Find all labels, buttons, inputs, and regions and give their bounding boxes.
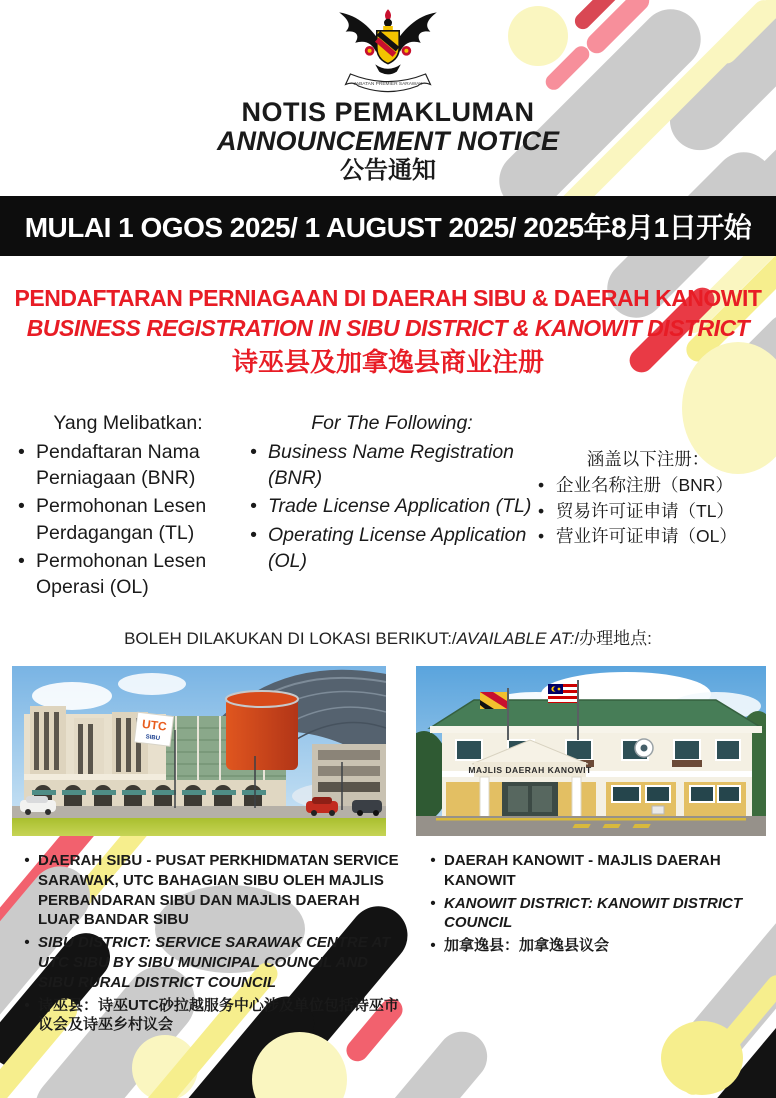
column-english-header: For The Following: [311,412,473,434]
heading-malay: PENDAFTARAN PERNIAGAAN DI DAERAH SIBU & DAERAH KANOWIT [14,285,762,311]
registration-heading [0,284,776,380]
list-item-text: 贸易许可证申请（TL） [556,500,734,521]
list-item [14,933,400,992]
locations-chinese: /办理地点: [574,629,652,648]
sibu-item-english: SIBU DISTRICT: SERVICE SARAWAK CENTRE AT UTC SIBU BY SIBU MUNICIPAL COUNCIL AND SIBU RURAL DISTRICT COUNCIL [38,934,391,991]
services-columns [16,410,760,600]
list-item [248,493,536,519]
list-item [420,936,772,956]
bullet-icon: • [250,495,257,518]
photo-utc-sibu [12,666,386,836]
column-malay [16,410,240,600]
list-item [420,894,772,934]
title-english: ANNOUNCEMENT NOTICE [217,125,559,156]
date-banner-text: MULAI 1 OGOS 2025/ 1 AUGUST 2025/ 2025年8月1日开始 [24,212,752,243]
list-item-text: Business Name Registration (BNR) [268,441,515,490]
sarawak-crest-svg [328,4,448,96]
column-chinese-header: 涵盖以下注册： [586,449,710,469]
locations-malay: BOLEH DILAKUKAN DI LOKASI BERIKUT:/ [124,629,457,648]
sibu-location-list [14,848,400,1035]
bullet-icon: • [24,852,30,869]
bullet-icon: • [430,894,436,912]
column-english [240,410,536,600]
crest-ribbon-text: JABATAN PREMIER SARAWAK [353,82,423,88]
sibu-item-malay: DAERAH SIBU - PUSAT PERKHIDMATAN SERVICE SARAWAK, UTC BAHAGIAN SIBU OLEH MAJLIS PERBANDARAN SIBU DAN MAJLIS DAERAH LUAR BANDAR SIBU [38,852,399,929]
bullet-icon: • [18,441,25,464]
bullet-icon: • [18,495,25,518]
list-item [14,996,400,1036]
locations-line [0,624,776,649]
bullet-icon: • [430,937,436,955]
bullet-icon: • [250,523,257,546]
photo-kanowit-council [416,666,766,836]
title-malay: NOTIS PEMAKLUMAN [241,97,535,127]
list-item-text: Permohonan Lesen Operasi (OL) [36,549,207,598]
title-chinese: 公告通知 [340,157,436,185]
utc-banner-subtext: SIBU [145,734,161,743]
bullet-icon: • [538,475,545,496]
list-item-text: Trade License Application (TL) [268,495,532,518]
list-item-text: Operating License Application (OL) [268,523,527,572]
bullet-icon: • [538,500,545,521]
list-item-text: Pendaftaran Nama Perniagaan (BNR) [36,441,200,490]
sarawak-crest-icon [328,4,448,96]
list-item [16,493,240,545]
list-item [248,439,536,491]
bullet-icon: • [18,549,25,572]
list-item [536,500,760,523]
kanowit-item-chinese: 加拿逸县：加拿逸县议会 [444,937,610,955]
list-item [420,851,772,891]
locations-english: AVAILABLE AT: [456,629,575,648]
utc-banner-text: UTC [141,716,168,734]
list-item [16,548,240,600]
list-item [536,474,760,497]
bullet-icon: • [24,934,30,952]
bullet-icon: • [538,526,545,547]
list-item-text: 营业许可证申请（OL） [556,526,737,547]
list-item [248,522,536,574]
list-item [14,851,400,930]
bullet-icon: • [24,996,30,1014]
list-item [16,439,240,491]
bullet-icon: • [250,441,257,464]
heading-english: BUSINESS REGISTRATION IN SIBU DISTRICT & KANOWIT DISTRICT [26,314,750,341]
list-item-text: 企业名称注册（BNR） [556,475,733,496]
kanowit-item-english: KANOWIT DISTRICT: KANOWIT DISTRICT COUNCIL [444,894,743,932]
title-block [0,98,776,184]
date-banner [0,196,776,256]
list-item [536,525,760,548]
bullet-icon: • [430,852,436,869]
column-chinese [536,448,760,600]
heading-chinese: 诗巫县及加拿逸县商业注册 [231,346,544,377]
kanowit-item-malay: DAERAH KANOWIT - MAJLIS DAERAH KANOWIT [444,852,721,889]
sibu-item-chinese: 诗巫县：诗巫UTC砂拉越服务中心涉及单位包括诗巫市议会及诗巫乡村议会 [38,996,399,1034]
council-sign-text: MAJLIS DAERAH KANOWIT [468,765,592,775]
list-item-text: Permohonan Lesen Perdagangan (TL) [36,495,207,544]
kanowit-location-list [420,848,772,956]
column-malay-header: Yang Melibatkan: [53,412,203,434]
